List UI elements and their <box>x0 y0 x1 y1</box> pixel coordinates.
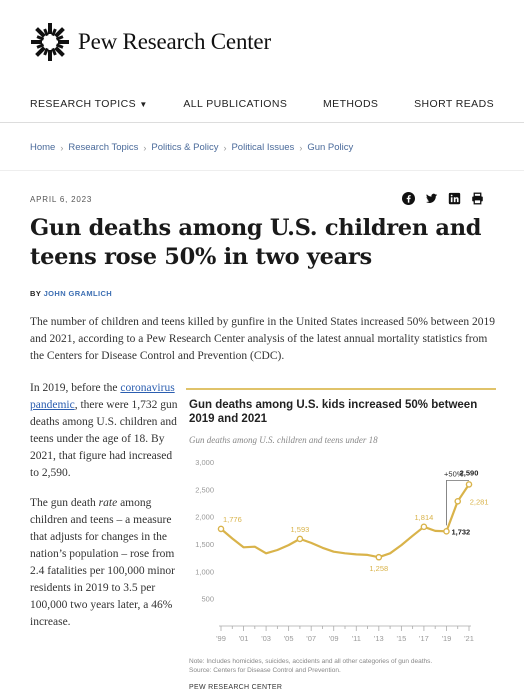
y-tick-label: 3,000 <box>195 458 214 467</box>
breadcrumb-home[interactable]: Home <box>30 142 56 153</box>
article-date: APRIL 6, 2023 <box>30 195 93 204</box>
author-link[interactable]: JOHN GRAMLICH <box>43 289 113 298</box>
share-bar <box>402 192 484 205</box>
twitter-icon[interactable] <box>425 192 438 205</box>
x-tick-label: '17 <box>419 634 429 643</box>
data-label: 1,593 <box>290 524 310 534</box>
y-tick-label: 2,000 <box>195 512 214 522</box>
main-nav <box>30 98 494 114</box>
y-tick-label: 2,500 <box>195 485 214 495</box>
x-tick-label: '99 <box>216 634 226 643</box>
nav-all-publications[interactable]: ALL PUBLICATIONS <box>183 98 288 110</box>
print-icon[interactable] <box>471 192 484 205</box>
nav-divider <box>0 122 524 123</box>
y-tick-label: 1,500 <box>195 540 214 549</box>
paragraph-1: In 2019, before the coronavirus pandemic, there were 1,732 gun deaths among U.S. children and teens under the age of 18. By 2021, that figure had increased to 2,590. <box>30 382 178 479</box>
x-tick-label: '01 <box>238 634 249 643</box>
nav-methods[interactable]: METHODS <box>323 98 379 110</box>
data-label: 1,776 <box>223 514 242 524</box>
data-point <box>444 529 449 534</box>
breadcrumb-gun-policy[interactable]: Gun Policy <box>307 142 354 153</box>
data-label: 1,814 <box>414 512 434 522</box>
increase-annotation: +50% <box>444 469 464 479</box>
data-point <box>218 526 223 531</box>
chart-figure <box>186 388 496 700</box>
y-tick-label: 1,000 <box>195 567 214 577</box>
x-tick-label: '11 <box>351 634 361 643</box>
paragraph-2: The gun death rate among children and teens – a measure that adjusts for changes in the nation’s population – rose from 2.4 fatalities per 100,000 minor residents in 2019 to 3.5 per 100,000 two years later, a 46% increase. <box>30 497 175 628</box>
x-tick-label: '05 <box>283 634 294 643</box>
breadcrumb-divider <box>0 170 524 171</box>
breadcrumb-political-issues[interactable]: Political Issues <box>231 142 295 153</box>
data-point <box>421 524 426 529</box>
chart-note: Note: Includes homicides, suicides, accidents and all other categories of gun deaths. Source: Centers for Disease Control and Prevention. <box>189 658 433 674</box>
data-point <box>297 536 302 541</box>
x-tick-label: '13 <box>373 634 384 643</box>
chevron-right-icon: › <box>60 142 64 153</box>
x-tick-label: '15 <box>396 634 407 643</box>
chevron-right-icon: › <box>223 142 227 153</box>
x-tick-label: '07 <box>306 634 317 643</box>
article-headline: Gun deaths among U.S. children and teens rose 50% in two years <box>30 215 482 270</box>
chevron-right-icon: › <box>143 142 147 153</box>
chart-credit: PEW RESEARCH CENTER <box>189 684 283 691</box>
data-point <box>455 499 460 504</box>
data-point <box>466 482 471 487</box>
breadcrumb-politics-policy[interactable]: Politics & Policy <box>151 142 219 153</box>
x-tick-label: '03 <box>261 634 271 643</box>
pew-sunburst-icon <box>30 22 70 62</box>
coronavirus-pandemic-link[interactable]: coronavirus pandemic <box>30 382 175 411</box>
byline: BY JOHN GRAMLICH <box>30 289 113 298</box>
site-logo[interactable] <box>30 22 271 62</box>
site-name: Pew Research Center <box>78 29 271 54</box>
article-lede: The number of children and teens killed by gunfire in the United States increased 50% between 2019 and 2021, according to a Pew Research Center analysis of the latest annual mortality statistics from the Centers for Disease Control and Prevention (CDC). <box>30 316 495 362</box>
article-body <box>30 380 180 644</box>
x-tick-label: '19 <box>441 634 452 643</box>
facebook-icon[interactable] <box>402 192 415 205</box>
chart-subtitle: Gun deaths among U.S. children and teens under 18 <box>189 435 378 445</box>
data-label: 2,281 <box>469 497 489 507</box>
x-tick-label: '09 <box>328 634 339 643</box>
linkedin-icon[interactable] <box>448 192 461 205</box>
data-label: 2,590 <box>459 468 479 478</box>
x-tick-label: '21 <box>464 634 474 643</box>
chart-title: Gun deaths among U.S. kids increased 50% between 2019 and 2021 <box>189 399 478 425</box>
line-chart <box>186 450 496 655</box>
data-point <box>376 555 381 560</box>
breadcrumb-research-topics[interactable]: Research Topics <box>68 142 139 153</box>
y-tick-label: 500 <box>201 594 214 604</box>
nav-short-reads[interactable]: SHORT READS <box>414 98 494 110</box>
breadcrumb <box>30 142 353 153</box>
caret-down-icon: ▼ <box>139 100 148 109</box>
chevron-right-icon: › <box>299 142 303 153</box>
data-label: 1,258 <box>369 564 389 574</box>
data-label: 1,732 <box>451 527 471 537</box>
nav-research-topics[interactable]: RESEARCH TOPICS ▼ <box>30 98 148 110</box>
